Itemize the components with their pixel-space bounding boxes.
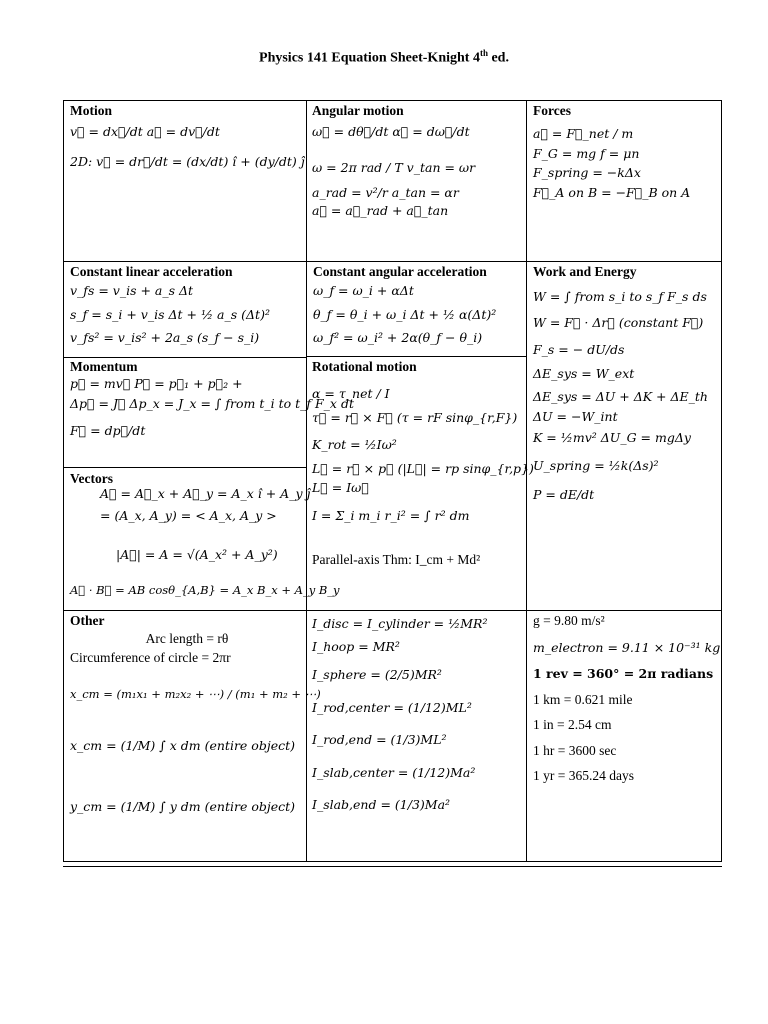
constant-angular-acceleration-section <box>313 265 523 350</box>
equation: x_cm = (m₁x₁ + m₂x₂ + ⋯) / (m₁ + m₂ + ⋯) <box>70 686 321 701</box>
row-divider-2 <box>63 610 722 611</box>
equation: a⃗ = F⃗_net / m <box>533 125 634 141</box>
constant: m_electron = 9.11 × 10⁻³¹ kg <box>533 639 721 655</box>
constant: 1 yr = 365.24 days <box>533 768 634 783</box>
vectors-section <box>70 471 340 603</box>
column-divider-2 <box>526 100 527 862</box>
equation: L⃗ = r⃗ × p⃗ (|L⃗| = rp sinφ_{r,p}) <box>312 461 534 476</box>
equation: F_s = − dU/ds <box>533 341 625 357</box>
section-heading: Constant angular acceleration <box>313 264 487 279</box>
row-divider-col1-b <box>63 467 306 468</box>
section-heading: Momentum <box>70 359 138 374</box>
equation: Circumference of circle = 2πr <box>70 650 231 665</box>
equation: I_sphere = (2/5)MR² <box>312 667 442 682</box>
equation: I = Σ_i m_i r_i² = ∫ r² dm <box>312 508 470 523</box>
constant: 1 in = 2.54 cm <box>533 717 612 732</box>
equation: a⃗ = a⃗_rad + a⃗_tan <box>312 203 449 218</box>
section-heading: Vectors <box>70 471 113 486</box>
angular-motion-section <box>312 104 522 224</box>
column-divider-1 <box>306 100 307 862</box>
equation: A⃗ · B⃗ = AB cosθ_{A,B} = A_x B_x + A_y B_y <box>70 583 340 597</box>
equation: F_spring = −kΔx <box>533 164 641 180</box>
equation: ω = 2π rad / T v_tan = ωr <box>312 160 476 175</box>
equation: W = F⃗ · Δr⃗ (constant F⃗) <box>533 315 704 330</box>
equation: L⃗ = Iω⃗ <box>312 479 369 495</box>
equation: I_hoop = MR² <box>312 638 400 654</box>
work-energy-section <box>533 265 719 507</box>
equation: a_rad = v²/r a_tan = αr <box>312 184 459 200</box>
bottom-double-rule <box>63 866 722 867</box>
equation: s_f = s_i + v_is Δt + ½ a_s (Δt)² <box>70 307 270 322</box>
section-heading: Other <box>70 613 105 628</box>
rotational-motion-section <box>312 359 534 572</box>
equation: v_fs² = v_is² + 2a_s (s_f − s_i) <box>70 329 260 345</box>
equation: 2D: v⃗ = dr⃗/dt = (dx/dt) î + (dy/dt) ĵ <box>70 154 305 169</box>
equation: |A⃗| = A = √(A_x² + A_y²) <box>116 546 278 562</box>
equation: A⃗ = A⃗_x + A⃗_y = A_x î + A_y ĵ <box>100 485 311 501</box>
section-heading: Work and Energy <box>533 264 637 279</box>
equation: ω⃗ = dθ⃗/dt α⃗ = dω⃗/dt <box>312 123 470 139</box>
equation: W = ∫ from s_i to s_f F_s ds <box>533 288 707 304</box>
equation: ω_f² = ω_i² + 2α(θ_f − θ_i) <box>313 329 483 345</box>
section-heading: Motion <box>70 103 112 118</box>
constant: 1 km = 0.621 mile <box>533 691 633 707</box>
equation: = (A_x, A_y) = < A_x, A_y > <box>100 508 277 523</box>
equation: p⃗ = mv⃗ P⃗ = p⃗₁ + p⃗₂ + <box>70 375 243 391</box>
equation: K_rot = ½Iω² <box>312 436 397 452</box>
page-title: Physics 141 Equation Sheet-Knight 4th ed. <box>259 48 509 66</box>
equation: P = dE/dt <box>533 486 595 502</box>
equation: F⃗_A on B = −F⃗_B on A <box>533 185 691 200</box>
equation: x_cm = (1/M) ∫ x dm (entire object) <box>70 738 295 753</box>
equation: I_slab,center = (1/12)Ma² <box>312 764 476 780</box>
other-section <box>70 613 321 819</box>
equation: I_rod,end = (1/3)ML² <box>312 732 447 747</box>
equation: F⃗ = dp⃗/dt <box>70 422 146 438</box>
equation: y_cm = (1/M) ∫ y dm (entire object) <box>70 798 296 814</box>
forces-section <box>533 104 719 206</box>
constant: 1 hr = 3600 sec <box>533 742 617 758</box>
row-divider-col1-a <box>63 357 306 358</box>
row-divider-col2-a <box>306 356 526 357</box>
equation: v⃗ = dx⃗/dt a⃗ = dv⃗/dt <box>70 123 220 139</box>
equation: I_slab,end = (1/3)Ma² <box>312 797 451 812</box>
constants-section <box>533 614 719 789</box>
section-heading: Rotational motion <box>312 359 417 374</box>
equation: Arc length = rθ <box>145 630 229 646</box>
equation: v_fs = v_is + a_s Δt <box>70 282 194 298</box>
equation: K = ½mv² ΔU_G = mgΔy <box>533 429 691 445</box>
equation: ΔU = −W_int <box>533 409 618 424</box>
moments-of-inertia-section <box>312 618 522 818</box>
equation: Δp⃗ = J⃗ Δp_x = J_x = ∫ from t_i to t_f F_x dt <box>70 396 354 411</box>
section-heading: Forces <box>533 103 571 118</box>
section-heading: Constant linear acceleration <box>70 264 233 279</box>
equation: θ_f = θ_i + ω_i Δt + ½ α(Δt)² <box>313 307 497 322</box>
constant: g = 9.80 m/s² <box>533 613 605 628</box>
constant-linear-acceleration-section <box>70 265 302 350</box>
equation: I_disc = I_cylinder = ½MR² <box>312 616 488 631</box>
constant: 1 rev = 360° = 2π radians <box>533 666 714 681</box>
equation: U_spring = ½k(Δs)² <box>533 458 659 473</box>
section-heading: Angular motion <box>312 103 404 118</box>
equation: I_rod,center = (1/12)ML² <box>312 699 472 715</box>
row-divider-1 <box>63 261 722 262</box>
equation: ΔE_sys = W_ext <box>533 366 635 381</box>
equation: τ⃗ = r⃗ × F⃗ (τ = rF sinφ_{r,F}) <box>312 410 518 425</box>
equation: Parallel-axis Thm: I_cm + Md² <box>312 551 481 567</box>
equation: ω_f = ω_i + αΔt <box>313 282 414 298</box>
equation: F_G = mg f = μn <box>533 146 640 161</box>
equation: ΔE_sys = ΔU + ΔK + ΔE_th <box>533 388 708 404</box>
equation: α = τ_net / I <box>312 385 390 401</box>
motion-section <box>70 103 305 175</box>
